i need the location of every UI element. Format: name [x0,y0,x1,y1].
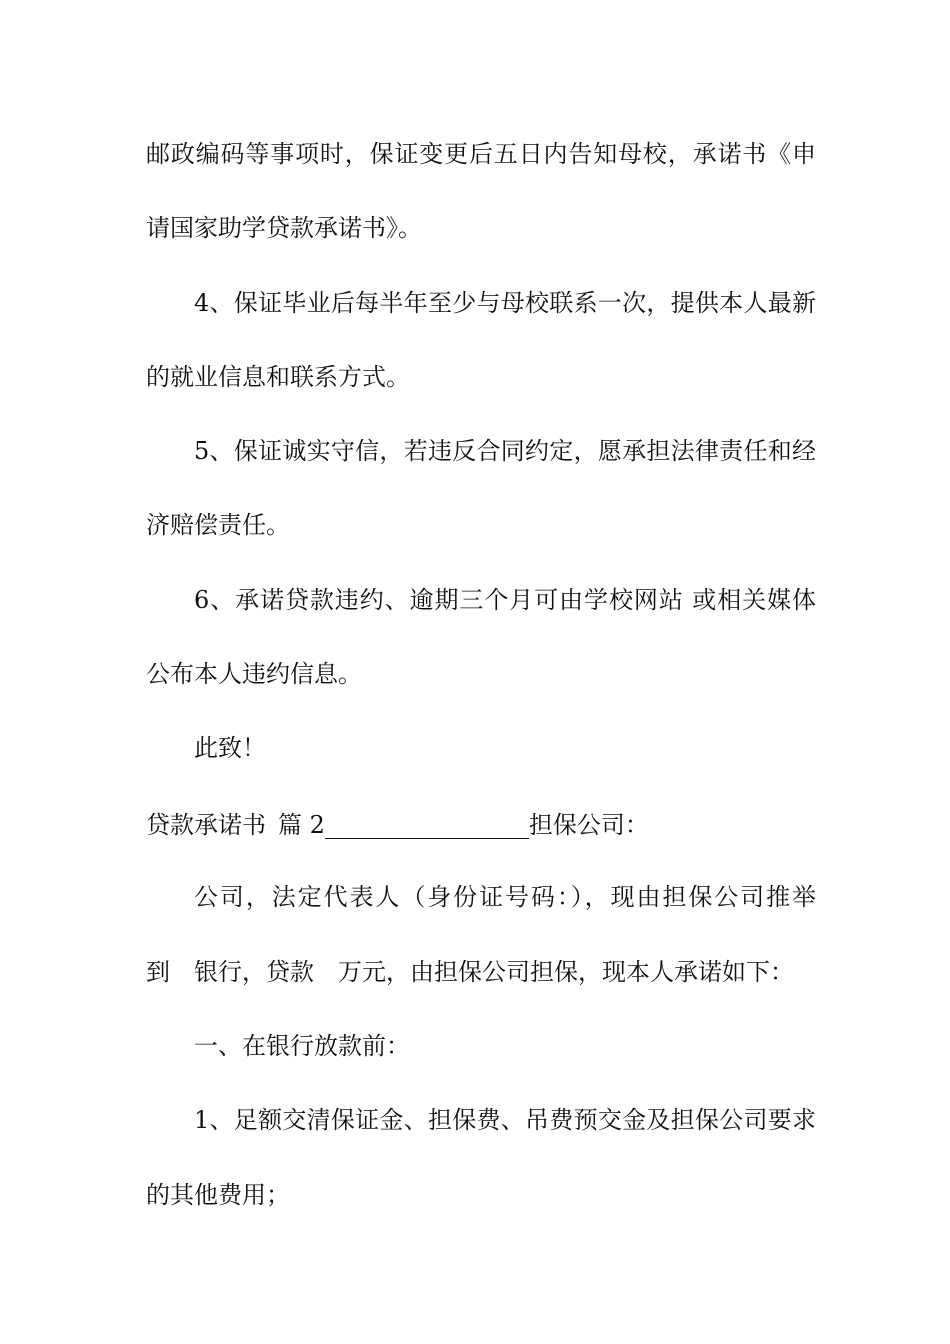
paragraph-line: 邮政编码等事项时，保证变更后五日内告知母校，承诺书《申 [146,140,816,168]
paragraph-line: 的就业信息和联系方式。 [146,363,410,391]
heading-title: 贷款承诺书 [146,811,266,839]
paragraph-line: 公司，法定代表人（身份证号码：），现由担保公司推举 [194,883,816,911]
paragraph-line: 1、足额交清保证金、担保费、吊费预交金及担保公司要求 [194,1106,816,1134]
text-segment: 银行，贷款 [194,958,314,986]
paragraph-line: 请国家助学贷款承诺书》。 [146,214,422,242]
paragraph-line [146,952,816,992]
paragraph-line: 5、保证诚实守信，若违反合同约定，愿承担法律责任和经 [194,437,816,465]
paragraph-line: 6、承诺贷款违约、逾期三个月可由学校网站 或相关媒体 [194,586,816,614]
paragraph-line: 的其他费用； [146,1181,290,1209]
fill-in-blank [325,810,529,839]
paragraph-line: 济赔偿责任。 [146,511,290,539]
paragraph-line: 公布本人违约信息。 [146,660,362,688]
closing-salutation: 此致！ [194,734,266,762]
section-heading [146,805,816,845]
paragraph-line: 4、保证毕业后每半年至少与母校联系一次，提供本人最新 [194,289,816,317]
heading-label: 篇 2 [278,811,325,839]
text-segment: 到 [146,958,170,986]
text-segment: 万元，由担保公司担保，现本人承诺如下： [338,958,794,986]
heading-suffix: 担保公司： [528,811,649,839]
section-heading-line: 一、在银行放款前： [194,1032,410,1060]
